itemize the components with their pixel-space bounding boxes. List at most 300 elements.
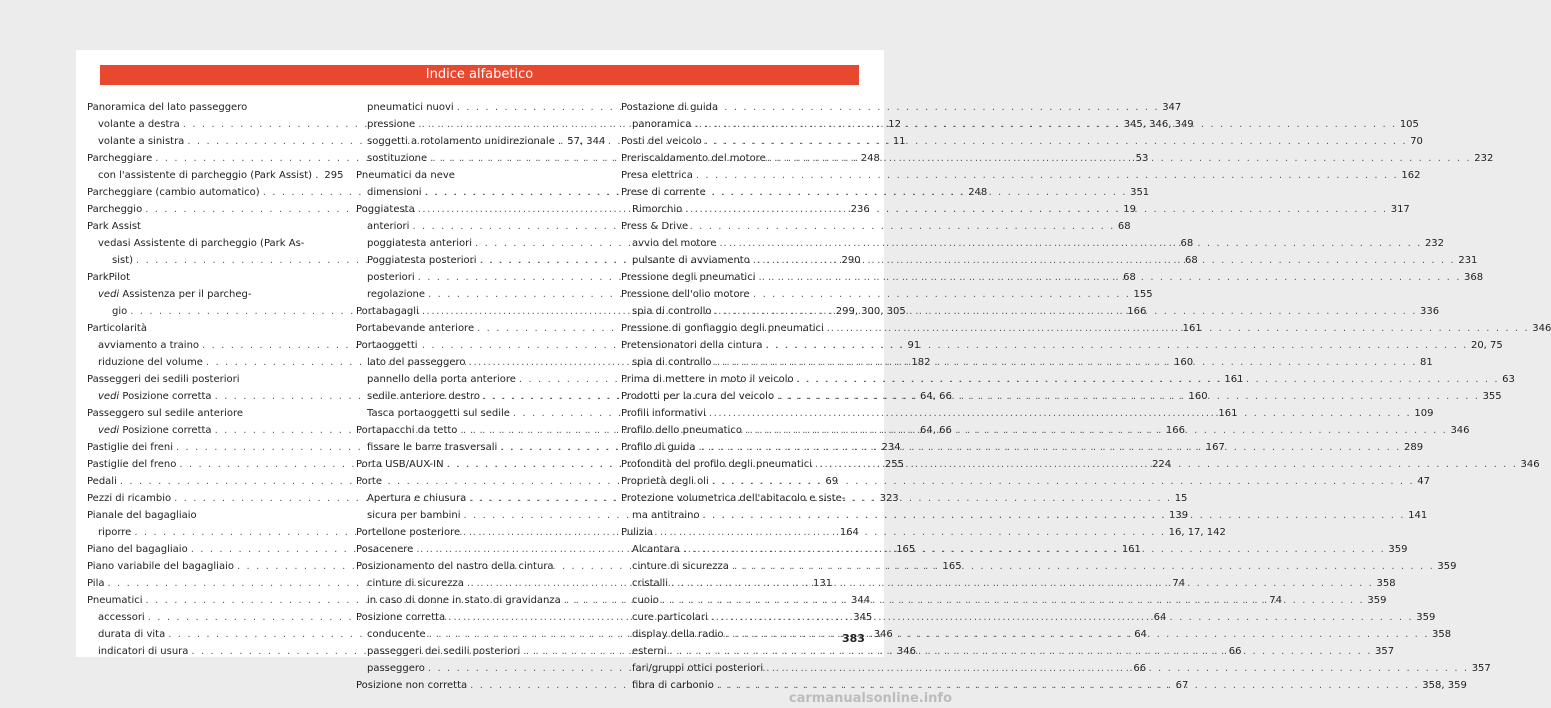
index-entry-text: Porte (356, 476, 382, 487)
index-entry-term (356, 609, 445, 626)
index-entry-text: Passeggeri dei sedili posteriori (87, 374, 240, 385)
index-entry-text: Posizione corretta (356, 612, 446, 623)
index-entry-term (98, 286, 251, 303)
index-entry-pages[interactable]: 182 (911, 357, 931, 368)
index-entry-term (621, 150, 766, 167)
index-entry-pages[interactable]: 236 (850, 204, 870, 215)
leader-dots (815, 456, 1517, 473)
index-entry-text: riduzione del volume (98, 357, 203, 368)
index-entry (621, 184, 849, 201)
index-entry-term (98, 337, 199, 354)
index-entry-pages[interactable]: 234 (881, 442, 901, 453)
index-entry-term (632, 609, 708, 626)
index-entry-pages[interactable]: 295 (324, 170, 344, 181)
index-entry-pages[interactable]: 232 (1424, 238, 1445, 249)
index-entry-pages[interactable]: 345, 346, 349 (1123, 119, 1194, 130)
index-entry-text: Preriscaldamento del motore (621, 153, 766, 164)
index-entry-term (367, 235, 472, 252)
index-entry-term (98, 133, 184, 150)
index-entry-term (87, 439, 173, 456)
index-entry-term (367, 575, 464, 592)
index-entry-term (367, 286, 425, 303)
index-entry-text: Parcheggiare (cambio automatico) (87, 187, 260, 198)
index-entry-term (632, 575, 668, 592)
index-entry-pages[interactable]: 368 (1463, 272, 1484, 283)
index-entry-term (632, 541, 680, 558)
index-entry-pages[interactable]: 357 (1374, 646, 1395, 657)
index-entry (356, 167, 584, 184)
index-entry-pages[interactable]: 160 (1188, 391, 1208, 402)
index-entry-pages[interactable]: 69 (825, 476, 839, 487)
index-entry-text: cuoio (632, 595, 659, 606)
index-entry-pages[interactable]: 74 (1172, 578, 1186, 589)
index-entry-text: sicura per bambini (367, 510, 461, 521)
index-entry-term (621, 388, 774, 405)
index-entry-term (367, 660, 425, 677)
index-entry-term (98, 167, 318, 184)
index-entry-term (87, 99, 247, 116)
index-entry-text: poggiatesta anteriori (367, 238, 473, 249)
index-entry-pages[interactable]: 161 (1224, 374, 1244, 385)
index-entry-text: avviamento a traino (98, 340, 200, 351)
index-entry-text: Apertura e chiusura (367, 493, 467, 504)
leader-dots (703, 507, 1405, 524)
index-entry-pages[interactable]: 359 (1437, 561, 1457, 572)
index-entry-pages[interactable]: 317 (1390, 204, 1410, 215)
index-entry-term (621, 524, 653, 541)
index-entry-text: pannello della porta anteriore (367, 374, 516, 385)
index-entry-term (632, 558, 729, 575)
index-entry-term (356, 303, 419, 320)
index-entry-pages[interactable]: 255 (884, 459, 904, 470)
see-reference: vedi (98, 289, 120, 300)
index-entry-term (632, 354, 712, 371)
index-entry (87, 286, 315, 303)
leader-dots (719, 235, 1421, 252)
index-entry-text: Pressione di gonfiaggio degli pneumatici (621, 323, 824, 334)
index-entry-text: Pulizia (621, 527, 653, 538)
index-entry-text: fibra di carbonio (632, 680, 714, 691)
index-entry (356, 473, 584, 490)
index-entry-text: Passeggero sul sedile anteriore (87, 408, 244, 419)
index-entry-pages[interactable]: 344 (851, 595, 871, 606)
index-entry-term (621, 286, 750, 303)
index-entry-term (367, 218, 409, 235)
index-entry-pages[interactable]: 109 (1414, 408, 1434, 419)
index-entry-text: Poggiatesta (356, 204, 415, 215)
index-entry-text: Portabagagli (356, 306, 419, 317)
index-entry-text: avvio del motore (632, 238, 717, 249)
index-entry-term (356, 473, 382, 490)
index-entry (621, 218, 849, 235)
index-entry-term (356, 201, 415, 218)
index-entry-term (98, 422, 212, 439)
index-entry-text: Rimorchio (632, 204, 683, 215)
index-entry-pages[interactable]: 68 (1123, 272, 1136, 283)
leader-dots (759, 269, 1461, 286)
index-entry-pages[interactable]: 12 (888, 119, 901, 130)
index-entry-term (87, 473, 117, 490)
index-entry (87, 507, 315, 524)
index-entry-text: regolazione (367, 289, 426, 300)
leader-dots (696, 167, 1398, 184)
index-entry-text: Posizione corretta (122, 425, 212, 436)
index-entry-pages[interactable]: 91 (907, 340, 921, 351)
index-entry-pages[interactable]: 167 (1205, 442, 1225, 453)
index-entry-term (367, 643, 520, 660)
index-entry-pages[interactable]: 358 (1432, 629, 1452, 640)
index-entry-text: Profili informativi (621, 408, 706, 419)
index-entry-text: Proprietà degli oli (621, 476, 709, 487)
index-entry-text: Pastiglie dei freni (87, 442, 173, 453)
index-entry-term (367, 269, 415, 286)
leader-dots (671, 575, 1373, 592)
index-entry (621, 286, 849, 303)
leader-dots (769, 150, 1471, 167)
index-entry-term (632, 235, 716, 252)
index-entry (87, 218, 315, 235)
index-entry-text: Posti del veicolo (621, 136, 702, 147)
index-entry-term (632, 507, 700, 524)
index-entry-term (356, 337, 418, 354)
index-entry-term (98, 116, 180, 133)
index-entry-text: spia di controllo (632, 357, 712, 368)
index-entry-pages[interactable]: 289 (1403, 442, 1424, 453)
index-entry-term (367, 388, 480, 405)
leader-dots (711, 609, 1413, 626)
watermark: carmanualsonline.info (788, 691, 952, 706)
index-entry-term (87, 371, 240, 388)
index-entry-text: Poggiatesta posteriori (367, 255, 477, 266)
index-entry-pages[interactable]: 16, 17, 142 (1168, 527, 1226, 538)
index-entry-pages[interactable]: 248 (860, 153, 880, 164)
index-entry-text: accessori (98, 612, 145, 623)
index-entry-pages[interactable]: 66 (1133, 663, 1147, 674)
index-entry-text: ParkPilot (87, 272, 131, 283)
index-entry-pages[interactable]: 346 (873, 629, 893, 640)
index-entry-text: Pedali (87, 476, 117, 487)
index-entry-pages[interactable]: 20, 75 (1470, 340, 1503, 351)
index-entry-text: panoramica (632, 119, 692, 130)
index-entry-text: Prima di mettere in moto il veicolo (621, 374, 794, 385)
index-entry-text: soggetti a rotolamento unidirezionale . (367, 136, 562, 147)
index-entry-text: con l'assistente di parcheggio (Park Assist) . (98, 170, 319, 181)
index-entry-text: pressione (367, 119, 416, 130)
index-entry-term (621, 218, 688, 235)
index-entry-term (621, 422, 742, 439)
index-entry-text: esterni (632, 646, 667, 657)
index-entry-text: Prese di corrente (621, 187, 706, 198)
leader-dots (709, 405, 1411, 422)
index-entry-pages[interactable]: 357 (1471, 663, 1491, 674)
index-entry-text: Panoramica del lato passeggero (87, 102, 248, 113)
index-entry-pages[interactable]: 359 (1416, 612, 1436, 623)
index-entry-text: vedasi Assistente di parcheggio (Park As- (98, 238, 305, 249)
index-entry-term (367, 354, 466, 371)
index-entry (87, 167, 344, 184)
index-entry-text: sedile anteriore destro (367, 391, 481, 402)
index-entry-term (632, 643, 667, 660)
leader-dots (705, 133, 1407, 150)
index-entry-term (621, 337, 762, 354)
index-entry-term (98, 643, 188, 660)
page-number: 383 (842, 632, 865, 645)
index-entry-pages[interactable]: 66 (1228, 646, 1242, 657)
index-entry-term (621, 456, 812, 473)
leader-dots (732, 558, 1434, 575)
index-entry-pages[interactable]: 231 (1458, 255, 1478, 266)
index-entry-text: Profilo di guida (621, 442, 696, 453)
index-entry (621, 473, 1430, 490)
index-entry-pages[interactable]: 15 (1174, 493, 1188, 504)
index-header: Indice alfabetico (100, 65, 859, 85)
index-entry-term (87, 507, 197, 524)
index-entry-term (98, 626, 165, 643)
index-entry-term (367, 99, 454, 116)
index-entry-pages[interactable]: 81 (1420, 357, 1433, 368)
index-entry-text: passeggeri dei sedili posteriori (367, 646, 521, 657)
index-entry-pages[interactable]: 359 (1367, 595, 1387, 606)
leader-dots (662, 592, 1364, 609)
index-entry-term (632, 201, 682, 218)
index-entry-text: dimensioni (367, 187, 422, 198)
index-entry-text: Porta USB/AUX-IN (356, 459, 444, 470)
index-entry-text: gio (112, 306, 128, 317)
index-entry-term (87, 541, 188, 558)
index-entry-pages[interactable]: 68 (1180, 238, 1194, 249)
index-entry-pages[interactable]: 63 (1502, 374, 1515, 385)
index-entry-pages[interactable]: 290 (841, 255, 861, 266)
index-entry-term (621, 490, 845, 507)
index-entry-text: Profilo dello pneumatico (621, 425, 742, 436)
index-entry-text: in caso di donne in stato di gravidanza (367, 595, 561, 606)
index-entry (621, 269, 1484, 286)
leader-dots (797, 371, 1499, 388)
index-entry-text: Piano del bagagliaio (87, 544, 188, 555)
index-entry-text: Pressione dell'olio motore (621, 289, 750, 300)
index-entry-pages[interactable]: 359 (1388, 544, 1408, 555)
index-entry-pages[interactable]: 74 (1269, 595, 1282, 606)
index-entry-term (632, 677, 714, 694)
index-entry (621, 99, 849, 116)
index-entry-term (367, 150, 427, 167)
index-entry-text: display della radio (632, 629, 724, 640)
index-entry-text: Pila (87, 578, 105, 589)
index-entry-text: volante a sinistra (98, 136, 185, 147)
index-entry-text: passeggero (367, 663, 425, 674)
index-entry-text: Pezzi di ricambio (87, 493, 172, 504)
index-entry-pages[interactable]: 64 (1153, 612, 1167, 623)
index-entry-pages[interactable]: 345 (853, 612, 873, 623)
index-entry-text: Park Assist (87, 221, 141, 232)
index-entry-pages[interactable]: 161 (1121, 544, 1141, 555)
index-entry-pages[interactable]: 162 (1401, 170, 1421, 181)
index-entry-pages[interactable]: 161 (1218, 408, 1238, 419)
index-entry-pages[interactable]: 232 (1474, 153, 1494, 164)
index-entry-pages[interactable]: 166 (1127, 306, 1147, 317)
leader-dots (777, 388, 1479, 405)
index-entry-pages[interactable]: 53 (1135, 153, 1149, 164)
index-entry-pages[interactable]: 161 (1182, 323, 1202, 334)
index-entry-text: Posizionamento del nastro della cintura (356, 561, 554, 572)
index-entry-text: Pianale del bagagliaio (87, 510, 197, 521)
index-entry-term (632, 626, 724, 643)
index-entry-term (87, 184, 260, 201)
index-entry-text: Pastiglie del freno (87, 459, 177, 470)
index-entry-pages[interactable]: 164 (839, 527, 859, 538)
index-entry-term (632, 303, 712, 320)
index-entry (87, 320, 315, 337)
index-entry-text: Portabevande anteriore (356, 323, 475, 334)
index-entry-term (356, 320, 474, 337)
index-entry-text: durata di vita (98, 629, 166, 640)
index-entry-term (356, 422, 457, 439)
index-entry-pages[interactable]: 67 (1175, 680, 1189, 691)
leader-dots (766, 660, 1468, 677)
index-entry-pages[interactable]: 11 (892, 136, 906, 147)
index-entry-text: Particolarità (87, 323, 147, 334)
index-entry-pages[interactable]: 70 (1410, 136, 1423, 147)
index-entry-text: Portellone posteriore (356, 527, 461, 538)
index-entry-text: Prodotti per la cura del veicolo (621, 391, 775, 402)
index-entry-text: pulsante di avviamento (632, 255, 750, 266)
index-entry-text: Presa elettrica (621, 170, 693, 181)
index-entry-pages[interactable]: 57, 344 (567, 136, 606, 147)
index-entry-pages[interactable]: 155 (1133, 289, 1153, 300)
index-entry-pages[interactable]: 355 (1482, 391, 1502, 402)
see-reference: vedi (98, 391, 120, 402)
index-entry-term (87, 320, 147, 337)
index-entry-term (87, 558, 234, 575)
index-entry-text: cure particolari (632, 612, 708, 623)
index-entry (87, 405, 315, 422)
index-entry-pages[interactable]: 299, 300, 305 (835, 306, 906, 317)
index-entry-pages[interactable]: 346 (1520, 459, 1540, 470)
see-reference: vedi (98, 425, 120, 436)
index-entry-term (367, 439, 497, 456)
index-entry-pages[interactable]: 160 (1173, 357, 1194, 368)
index-entry-term (621, 371, 794, 388)
index-entry-pages[interactable]: 336 (1420, 306, 1440, 317)
leader-dots (715, 354, 1417, 371)
index-entry-text: volante a destra (98, 119, 180, 130)
index-entry-pages[interactable]: 64 (1134, 629, 1147, 640)
index-entry-text: sostituzione (367, 153, 428, 164)
index-entry-term (112, 303, 127, 320)
index-entry-term (621, 439, 695, 456)
index-entry-pages[interactable]: 323 (879, 493, 899, 504)
index-entry-text: Posizione corretta (122, 391, 212, 402)
index-entry-pages[interactable]: 248 (968, 187, 988, 198)
index-entry (356, 558, 584, 575)
index-entry-text: anteriori (367, 221, 410, 232)
index-entry-pages[interactable]: 131 (812, 578, 833, 589)
index-entry-term (632, 116, 691, 133)
index-entry-text: Tasca portaoggetti sul sedile (367, 408, 510, 419)
index-entry-term (87, 405, 243, 422)
index-entry-pages[interactable]: 346 (1532, 323, 1551, 334)
index-entry-term (632, 660, 763, 677)
index-entry-term (621, 269, 756, 286)
index-entry-text: Parcheggiare (87, 153, 153, 164)
index-entry-term (367, 507, 461, 524)
index-entry-term (367, 371, 516, 388)
index-entry-text: sist) (112, 255, 134, 266)
index-entry-term (98, 354, 203, 371)
index-entry-pages[interactable]: 358 (1376, 578, 1396, 589)
index-entry-pages[interactable]: 358, 359 (1422, 680, 1467, 691)
index-entry-text: Parcheggio (87, 204, 143, 215)
index-entry (621, 167, 1421, 184)
index-entry-text: Pretensionatori della cintura (621, 340, 763, 351)
index-entry-term (632, 592, 659, 609)
index-entry-pages[interactable]: 165 (896, 544, 916, 555)
index-entry-term (98, 235, 304, 252)
index-entry-pages[interactable]: 166 (1165, 425, 1185, 436)
index-entry-text: Assistenza per il parcheg- (122, 289, 252, 300)
index-entry-text: Press & Drive (621, 221, 689, 232)
index-entry-pages[interactable]: 68 (1117, 221, 1131, 232)
index-entry (87, 235, 315, 252)
index-entry-pages[interactable]: 64, 66 (920, 391, 952, 402)
index-entry-term (621, 405, 706, 422)
index-entry-text: Portapacchi da tetto (356, 425, 458, 436)
index-entry-text: posteriori (367, 272, 415, 283)
index-entry-term (621, 99, 718, 116)
index-entry-pages[interactable]: 346 (1450, 425, 1470, 436)
index-entry-term (621, 473, 709, 490)
leader-dots (683, 541, 1385, 558)
index-entry-text: Posacenere (356, 544, 414, 555)
index-entry-term (98, 524, 131, 541)
index-entry (87, 99, 315, 116)
leader-dots (727, 626, 1429, 643)
index-entry-text: Portaoggetti (356, 340, 418, 351)
index-entry (621, 490, 849, 507)
index-entry (356, 133, 606, 150)
index-entry-term (367, 184, 422, 201)
index-entry-pages[interactable]: 346 (896, 646, 916, 657)
index-entry-term (367, 405, 510, 422)
index-entry-pages[interactable]: 165 (942, 561, 962, 572)
index-entry-term (356, 524, 460, 541)
leader-dots (685, 201, 1387, 218)
index-entry-pages[interactable]: 105 (1399, 119, 1419, 130)
index-entry-term (87, 201, 142, 218)
index-entry-term (356, 541, 413, 558)
index-entry-term (367, 490, 466, 507)
leader-dots (715, 303, 1417, 320)
index-entry-pages[interactable]: 47 (1417, 476, 1430, 487)
index-entry-pages[interactable]: 347 (1162, 102, 1182, 113)
index-entry-term (87, 456, 176, 473)
index-entry-pages[interactable]: 139 (1168, 510, 1189, 521)
index-entry-text: ma antitraino (632, 510, 700, 521)
index-entry (621, 524, 849, 541)
index-entry-pages[interactable]: 19 (1123, 204, 1136, 215)
index-entry-pages[interactable]: 224 (1152, 459, 1172, 470)
index-entry (87, 371, 315, 388)
index-entry-text: cristalli (632, 578, 668, 589)
index-entry-pages[interactable]: 68 (1185, 255, 1198, 266)
leader-dots (698, 439, 1400, 456)
index-entry-pages[interactable]: 351 (1130, 187, 1150, 198)
index-entry-term (87, 218, 141, 235)
index-entry-pages[interactable]: 141 (1408, 510, 1428, 521)
index-entry-pages[interactable]: 64, 66 (920, 425, 952, 436)
index-entry-term (98, 609, 145, 626)
index-entry-term (356, 677, 467, 694)
